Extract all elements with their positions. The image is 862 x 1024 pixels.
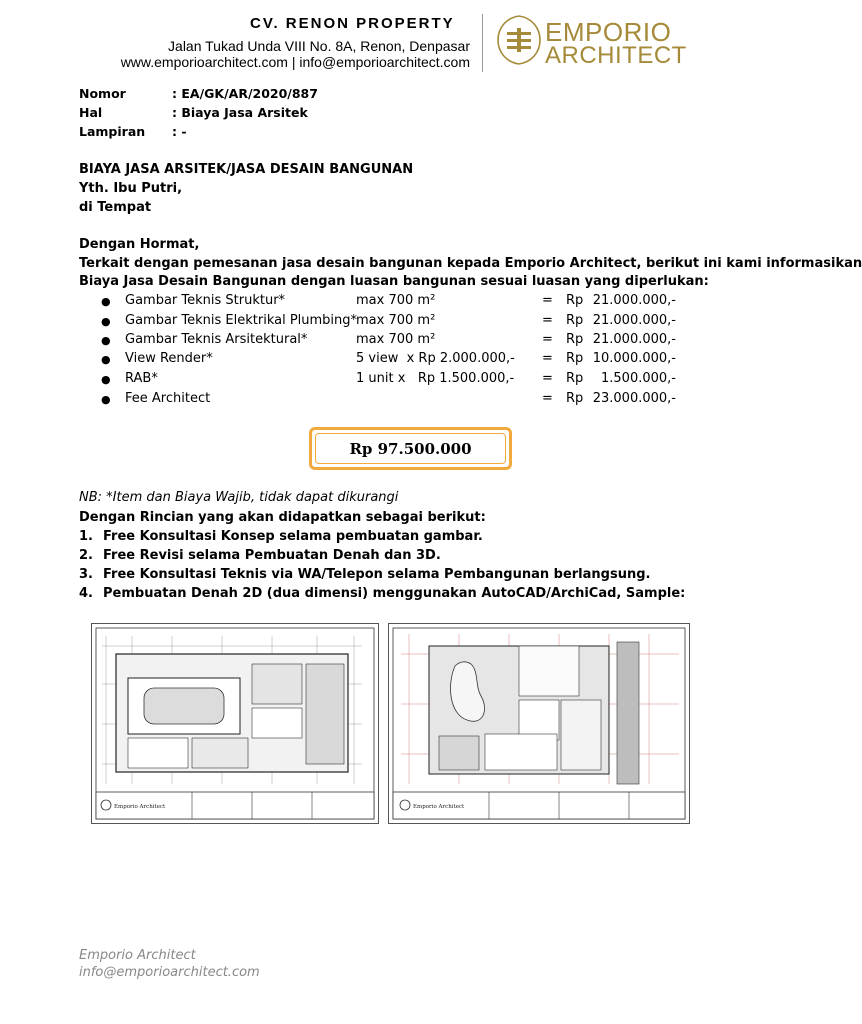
header-divider	[482, 14, 483, 72]
meta-value-hal: : Biaya Jasa Arsitek	[172, 105, 308, 120]
cost-item-qty: 1 unit x Rp 1.500.000,-	[356, 371, 515, 386]
cost-item-amount: 21.000.000,-	[592, 313, 676, 328]
emporio-logo-icon	[494, 12, 544, 68]
cost-item-currency: Rp	[566, 313, 584, 328]
cost-item-equals: =	[542, 313, 553, 328]
detail-text: Free Revisi selama Pembuatan Denah dan 3D.	[103, 548, 441, 563]
cost-item-currency: Rp	[566, 391, 584, 406]
cost-item-qty: 5 view x Rp 2.000.000,-	[356, 351, 515, 366]
meta-label-hal: Hal	[79, 105, 103, 120]
detail-number: 3.	[79, 567, 93, 582]
detail-text: Free Konsultasi Konsep selama pembuatan gambar.	[103, 529, 483, 544]
cost-item-name: Fee Architect	[125, 391, 211, 406]
bullet-icon: ●	[101, 334, 111, 347]
cost-item-name: Gambar Teknis Struktur*	[125, 293, 286, 308]
cost-item-equals: =	[542, 293, 553, 308]
detail-text: Free Konsultasi Teknis via WA/Telepon selama Pembangunan berlangsung.	[103, 567, 651, 582]
bullet-icon: ●	[101, 393, 111, 406]
meta-value-nomor: : EA/GK/AR/2020/887	[172, 86, 318, 101]
footer-name: Emporio Architect	[79, 948, 196, 963]
cost-item-name: RAB*	[125, 371, 158, 386]
cost-item-currency: Rp	[566, 332, 584, 347]
cost-item-amount: 21.000.000,-	[592, 332, 676, 347]
cost-item-name: Gambar Teknis Elektrikal Plumbing*	[125, 313, 358, 328]
logo-text-architect: ARCHITECT	[545, 42, 687, 69]
detail-text: Pembuatan Denah 2D (dua dimensi) menggunakan AutoCAD/ArchiCad, Sample:	[103, 586, 686, 601]
title-block-label: Emporio Architect	[413, 804, 465, 810]
floor-plan-drawing	[389, 624, 689, 823]
company-address: Jalan Tukad Unda VIII No. 8A, Renon, Denpasar	[168, 38, 470, 54]
meta-label-lampiran: Lampiran	[79, 124, 146, 139]
company-contact: www.emporioarchitect.com | info@emporioarchitect.com	[120, 54, 470, 70]
details-intro: Dengan Rincian yang akan didapatkan sebagai berikut:	[79, 510, 486, 525]
floor-plan-drawing	[92, 624, 378, 823]
cost-item-amount: 10.000.000,-	[592, 351, 676, 366]
detail-number: 1.	[79, 529, 93, 544]
cost-item-amount: 21.000.000,-	[592, 293, 676, 308]
total-amount: Rp 97.500.000	[315, 433, 506, 464]
cost-item-amount: 23.000.000,-	[592, 391, 676, 406]
nb-note: NB: *Item dan Biaya Wajib, tidak dapat dikurangi	[79, 490, 399, 505]
cost-item-equals: =	[542, 351, 553, 366]
bullet-icon: ●	[101, 373, 111, 386]
logo-text-emporio: EMPORIO	[545, 17, 672, 47]
bullet-icon: ●	[101, 295, 111, 308]
recipient: Yth. Ibu Putri,	[79, 181, 183, 196]
floor-plan-sample-2	[388, 623, 690, 824]
greeting: Dengan Hormat,	[79, 237, 200, 252]
cost-item-equals: =	[542, 371, 553, 386]
cost-item-currency: Rp	[566, 371, 584, 386]
cost-item-name: View Render*	[125, 351, 213, 366]
bullet-icon: ●	[101, 315, 111, 328]
cost-item-amount: 1.500.000,-	[601, 371, 676, 386]
bullet-icon: ●	[101, 353, 111, 366]
recipient-place: di Tempat	[79, 200, 152, 215]
cost-item-name: Gambar Teknis Arsitektural*	[125, 332, 308, 347]
intro-line-1: Terkait dengan pemesanan jasa desain bangunan kepada Emporio Architect, berikut ini kami informasikan	[79, 256, 862, 271]
total-box	[309, 427, 512, 470]
detail-number: 2.	[79, 548, 93, 563]
meta-value-lampiran: : -	[172, 124, 187, 139]
cost-item-qty: max 700 m²	[356, 332, 436, 347]
meta-label-nomor: Nomor	[79, 86, 126, 101]
title-block-label: Emporio Architect	[114, 804, 166, 810]
cost-item-qty: max 700 m²	[356, 293, 436, 308]
company-name: CV. RENON PROPERTY	[250, 15, 455, 32]
cost-item-currency: Rp	[566, 293, 584, 308]
letter-subject: BIAYA JASA ARSITEK/JASA DESAIN BANGUNAN	[79, 162, 414, 177]
floor-plan-sample-1	[91, 623, 379, 824]
detail-number: 4.	[79, 586, 93, 601]
cost-item-currency: Rp	[566, 351, 584, 366]
cost-item-equals: =	[542, 391, 553, 406]
cost-item-equals: =	[542, 332, 553, 347]
footer-email: info@emporioarchitect.com	[79, 965, 260, 980]
cost-item-qty: max 700 m²	[356, 313, 436, 328]
intro-line-2: Biaya Jasa Desain Bangunan dengan luasan bangunan sesuai luasan yang diperlukan:	[79, 274, 709, 289]
